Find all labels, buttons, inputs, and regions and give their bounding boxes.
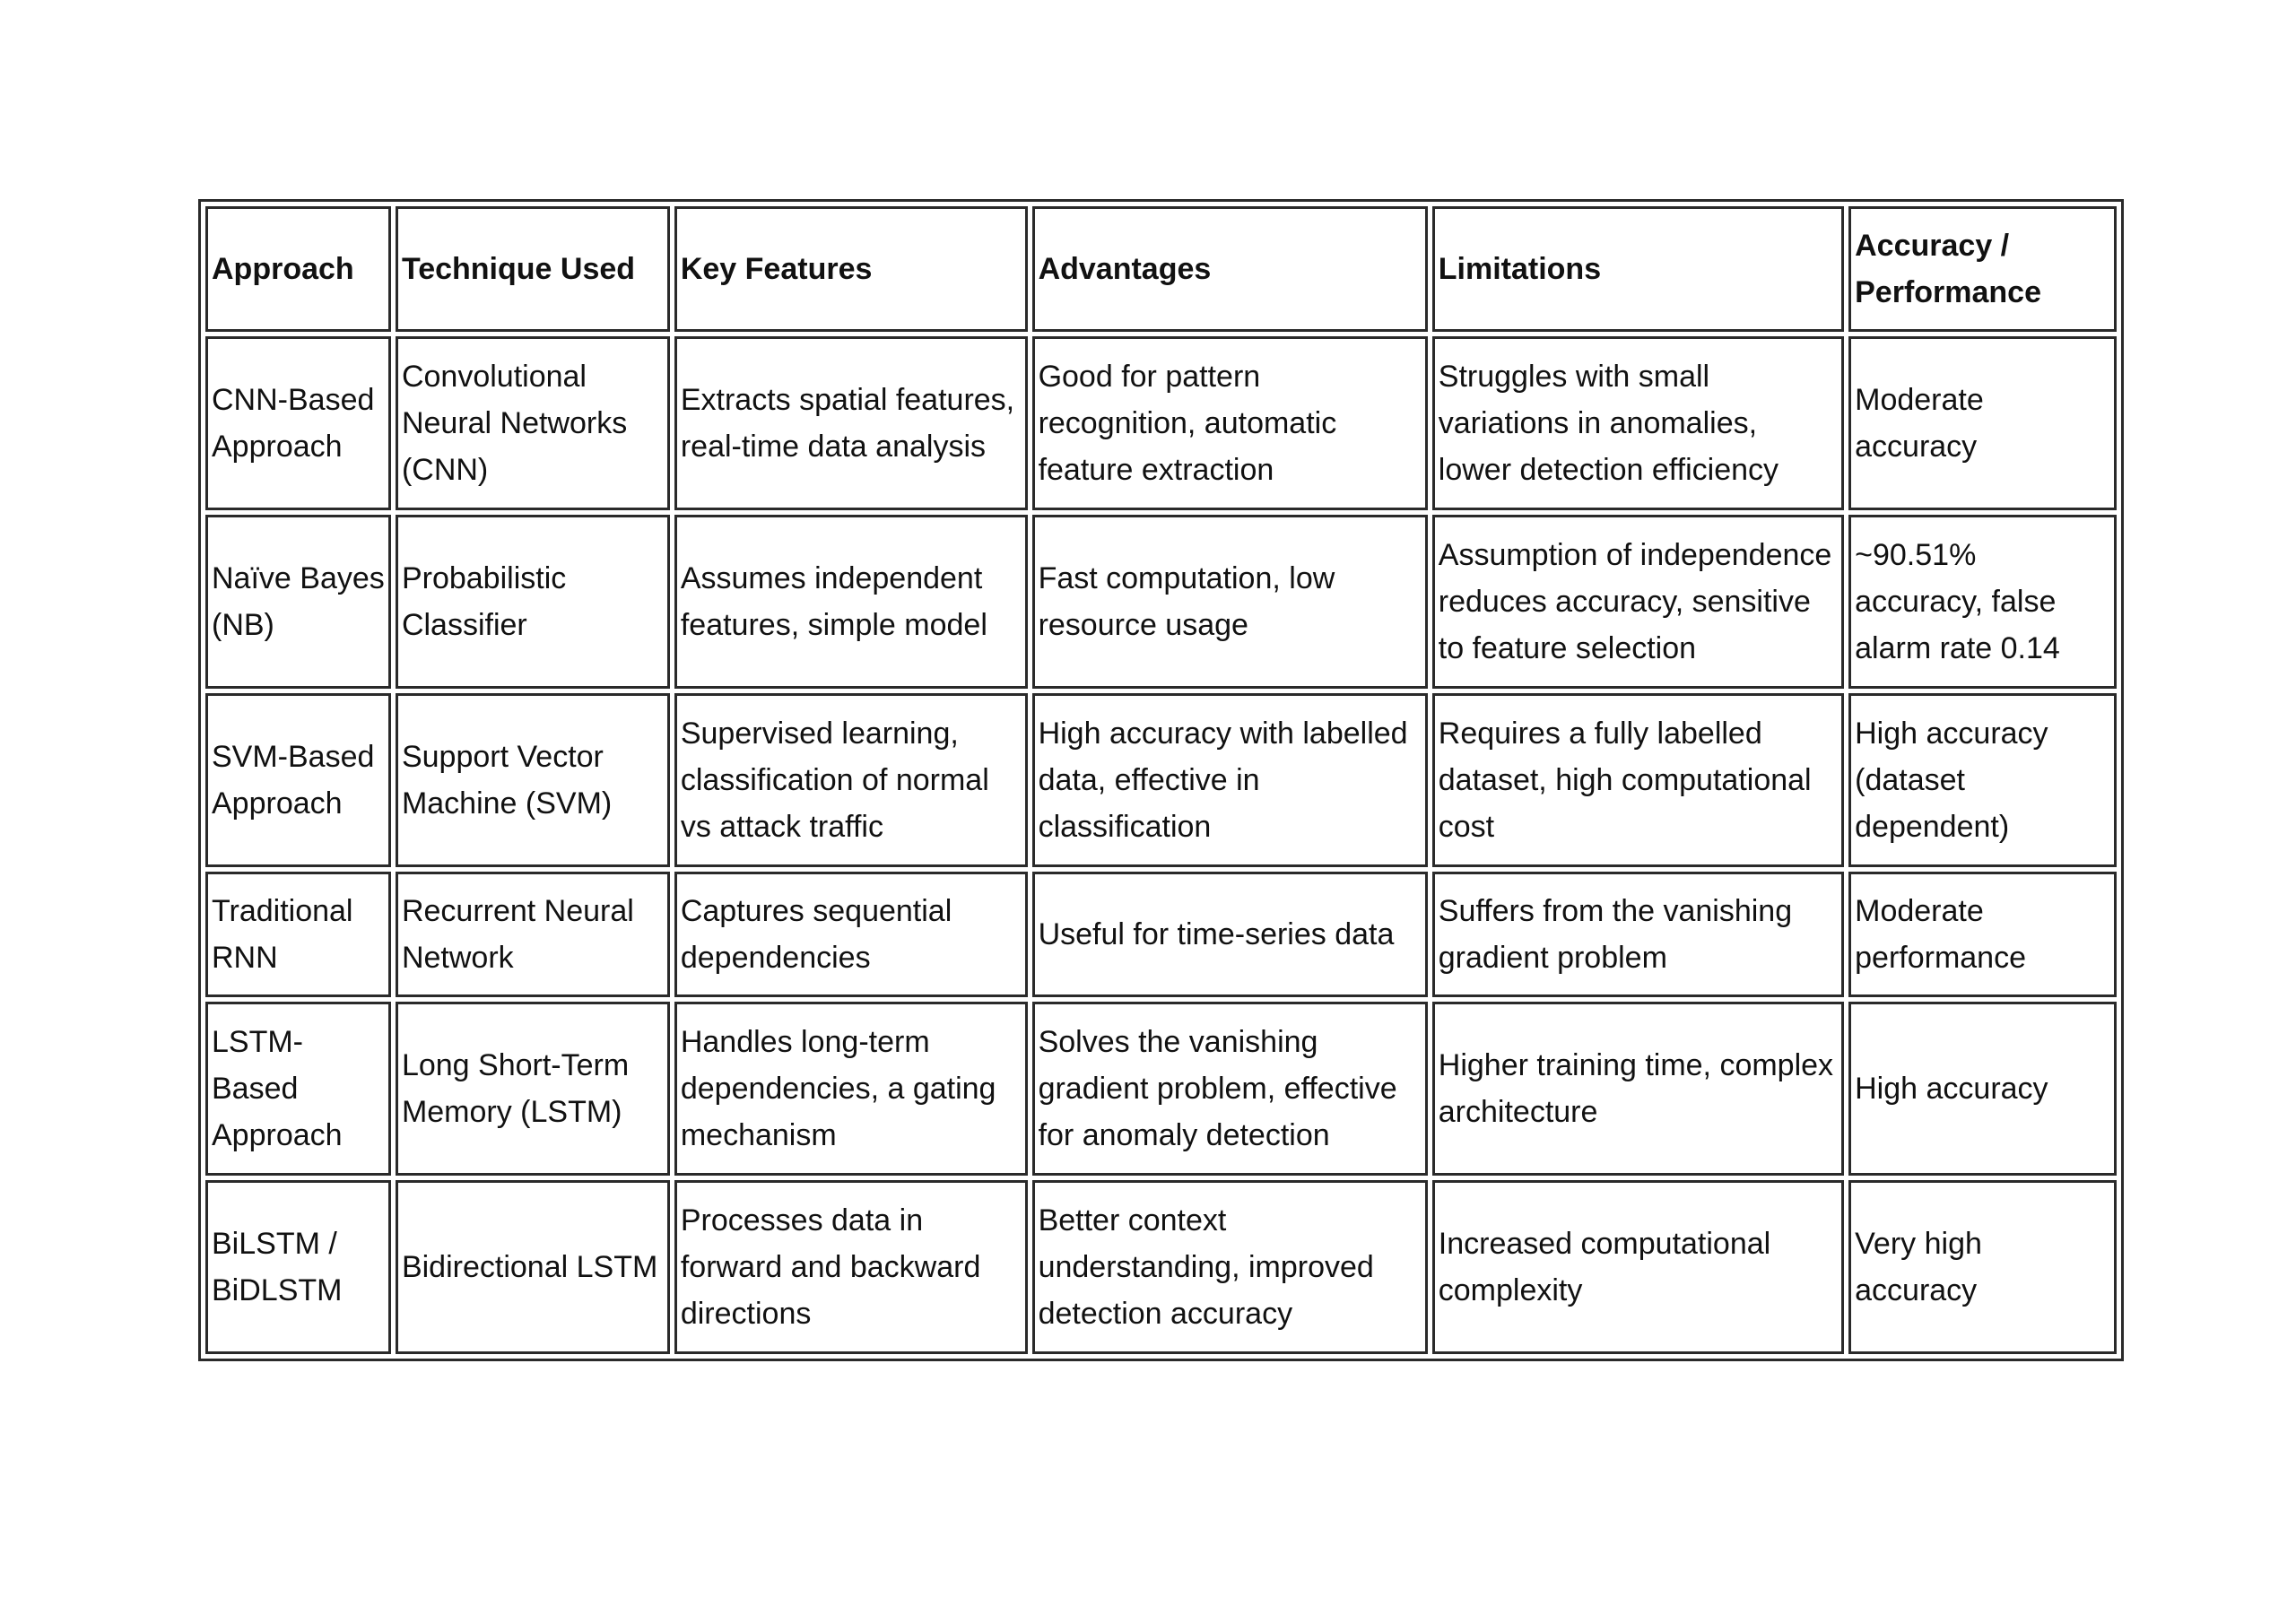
cell-advantages: Good for pattern recognition, automatic feature extraction: [1032, 336, 1428, 510]
cell-limitations: Increased computational complexity: [1432, 1180, 1844, 1354]
cell-accuracy: ~90.51% accuracy, false alarm rate 0.14: [1848, 515, 2117, 689]
cell-approach: CNN-Based Approach: [205, 336, 391, 510]
cell-approach: Traditional RNN: [205, 872, 391, 997]
header-cell-technique: Technique Used: [396, 206, 670, 332]
cell-technique: Bidirectional LSTM: [396, 1180, 670, 1354]
cell-accuracy: Moderate performance: [1848, 872, 2117, 997]
table-row: [205, 693, 2117, 867]
header-cell-approach: Approach: [205, 206, 391, 332]
cell-advantages: Fast computation, low resource usage: [1032, 515, 1428, 689]
cell-key-features: Handles long-term dependencies, a gating mechanism: [674, 1002, 1028, 1176]
header-row: [205, 206, 2117, 332]
table-row: [205, 336, 2117, 510]
cell-approach: LSTM-Based Approach: [205, 1002, 391, 1176]
cell-advantages: Better context understanding, improved detection accuracy: [1032, 1180, 1428, 1354]
table-row: [205, 1002, 2117, 1176]
cell-approach: SVM-Based Approach: [205, 693, 391, 867]
cell-limitations: Assumption of independence reduces accuracy, sensitive to feature selection: [1432, 515, 1844, 689]
cell-limitations: Requires a fully labelled dataset, high computational cost: [1432, 693, 1844, 867]
cell-accuracy: High accuracy: [1848, 1002, 2117, 1176]
cell-advantages: Solves the vanishing gradient problem, effective for anomaly detection: [1032, 1002, 1428, 1176]
cell-limitations: Higher training time, complex architecture: [1432, 1002, 1844, 1176]
header-cell-advantages: Advantages: [1032, 206, 1428, 332]
header-cell-limitations: Limitations: [1432, 206, 1844, 332]
cell-limitations: Struggles with small variations in anomalies, lower detection efficiency: [1432, 336, 1844, 510]
cell-approach: Naïve Bayes (NB): [205, 515, 391, 689]
cell-technique: Probabilistic Classifier: [396, 515, 670, 689]
cell-advantages: Useful for time-series data: [1032, 872, 1428, 997]
cell-key-features: Supervised learning, classification of normal vs attack traffic: [674, 693, 1028, 867]
table-body: [205, 336, 2117, 1354]
cell-technique: Recurrent Neural Network: [396, 872, 670, 997]
cell-accuracy: Very high accuracy: [1848, 1180, 2117, 1354]
header-cell-key-features: Key Features: [674, 206, 1028, 332]
cell-limitations: Suffers from the vanishing gradient problem: [1432, 872, 1844, 997]
comparison-table: [198, 199, 2124, 1361]
cell-technique: Convolutional Neural Networks (CNN): [396, 336, 670, 510]
cell-advantages: High accuracy with labelled data, effective in classification: [1032, 693, 1428, 867]
cell-key-features: Processes data in forward and backward directions: [674, 1180, 1028, 1354]
cell-key-features: Extracts spatial features, real-time data analysis: [674, 336, 1028, 510]
table-row: [205, 1180, 2117, 1354]
cell-technique: Support Vector Machine (SVM): [396, 693, 670, 867]
table-row: [205, 872, 2117, 997]
cell-key-features: Assumes independent features, simple model: [674, 515, 1028, 689]
cell-approach: BiLSTM / BiDLSTM: [205, 1180, 391, 1354]
cell-accuracy: High accuracy (dataset dependent): [1848, 693, 2117, 867]
table-row: [205, 515, 2117, 689]
cell-accuracy: Moderate accuracy: [1848, 336, 2117, 510]
cell-technique: Long Short-Term Memory (LSTM): [396, 1002, 670, 1176]
header-cell-accuracy: Accuracy / Performance: [1848, 206, 2117, 332]
cell-key-features: Captures sequential dependencies: [674, 872, 1028, 997]
table-header: [205, 206, 2117, 332]
